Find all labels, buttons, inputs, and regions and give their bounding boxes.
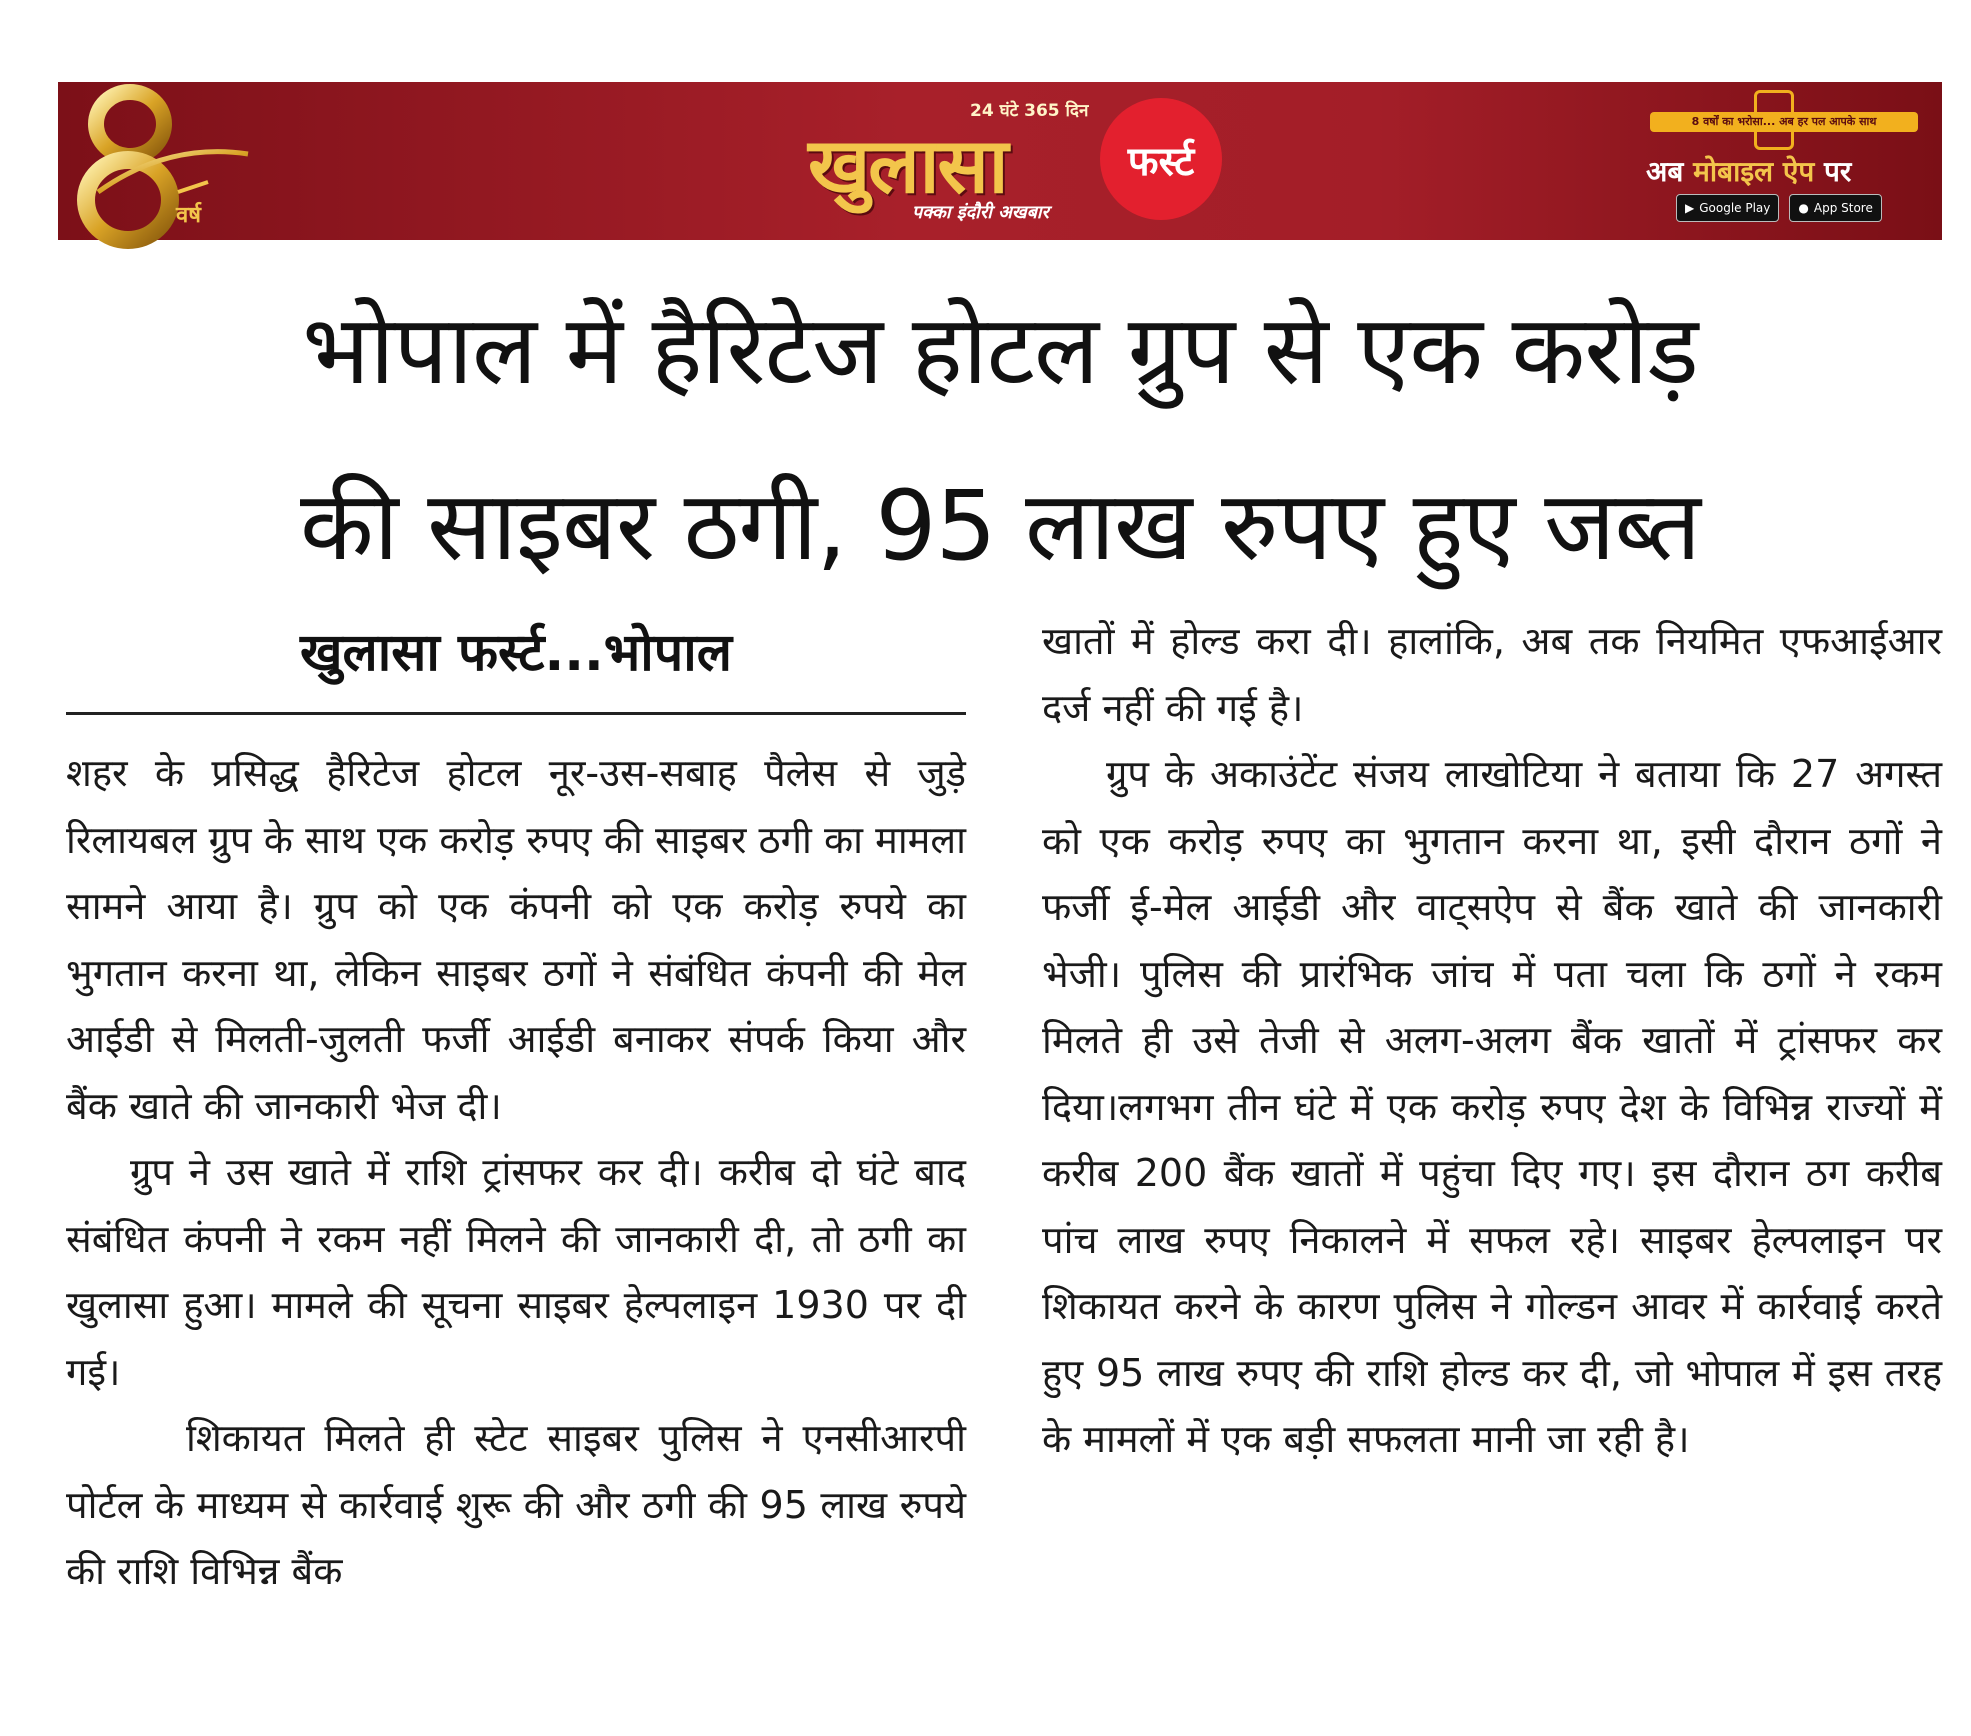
headline xyxy=(60,262,1940,614)
app-store-label: App Store xyxy=(1813,201,1873,215)
tagline-top: 24 घंटे 365 दिन xyxy=(970,101,1089,121)
paragraph-1: शहर के प्रसिद्ध हैरिटेज होटल नूर-उस-सबाह पैलेस से जुड़े रिलायबल ग्रुप के साथ एक करोड़ रुपए की साइबर ठगी का मामला सामने आया है। ग्रुप को एक कंपनी को एक करोड़ रुपये का भुगतान करना था, लेकिन साइबर ठगों ने संबंधित कंपनी की मेल आईडी से मिलती-जुलती फर्जी आईडी बनाकर संपर्क किया और बैंक खाते की जानकारी भेज दी। xyxy=(66,751,966,1128)
paragraph-2: ग्रुप ने उस खाते में राशि ट्रांसफर कर दी। करीब दो घंटे बाद संबंधित कंपनी ने रकम नहीं मिलने की जानकारी दी, तो ठगी का खुलासा हुआ। मामले की सूचना साइबर हेल्पलाइन 1930 पर दी गई। xyxy=(66,1150,966,1394)
dateline-divider xyxy=(66,712,966,715)
tagline-bottom: पक्का इंदौरी अखबार xyxy=(912,202,1049,223)
app-store-badge[interactable] xyxy=(1789,194,1881,222)
app-promo xyxy=(1630,90,1930,230)
paragraph-4: ग्रुप के अकाउंटेंट संजय लाखोटिया ने बताया कि 27 अगस्त को एक करोड़ रुपए का भुगतान करना था, इसी दौरान ठगों ने फर्जी ई-मेल आईडी और वाट्सऐप से बैंक खाते की जानकारी भेजी। पुलिस की प्रारंभिक जांच में पता चला कि ठगों ने रकम मिलते ही उसे तेजी से अलग-अलग बैंक खातों में ट्रांसफर कर दिया।लगभग तीन घंटे में एक करोड़ रुपए देश के विभिन्न राज्यों में करीब 200 बैंक खातों में पहुंचा दिए गए। इस दौरान ठग करीब पांच लाख रुपए निकालने में सफल रहे। साइबर हेल्पलाइन पर शिकायत करने के कारण पुलिस ने गोल्डन आवर में कार्रवाई करते हुए 95 लाख रुपए की राशि होल्ड कर दी, जो भोपाल में इस तरह के मामलों में एक बड़ी सफलता मानी जा रही है। xyxy=(1042,752,1942,1461)
anniversary-label: वर्ष xyxy=(176,203,201,228)
eight-years-emblem-icon xyxy=(58,72,258,252)
promo-suffix: पर xyxy=(1824,155,1852,188)
paragraph-3-continued: खातों में होल्ड करा दी। हालांकि, अब तक नियमित एफआईआर दर्ज नहीं की गई है। xyxy=(1042,619,1942,730)
promo-prefix: अब xyxy=(1646,155,1684,188)
promo-strip: 8 वर्षों का भरोसा... अब हर पल आपके साथ xyxy=(1650,112,1918,132)
store-badges xyxy=(1676,194,1882,222)
brand-name: खुलासा xyxy=(808,121,1007,210)
headline-line-2: की साइबर ठगी, 95 लाख रुपए हुए जब्त xyxy=(300,470,1700,582)
brand-circle xyxy=(1100,98,1222,220)
play-icon: ▶ xyxy=(1685,201,1695,215)
google-play-label: Google Play xyxy=(1699,201,1771,215)
promo-highlight: मोबाइल ऐप xyxy=(1693,155,1815,188)
article-column-left xyxy=(66,740,966,1660)
anniversary-logo xyxy=(58,72,258,252)
google-play-badge[interactable] xyxy=(1676,194,1779,222)
dateline: खुलासा फर्स्ट...भोपाल xyxy=(299,623,733,683)
promo-main xyxy=(1646,152,1851,190)
brand-second: फर्स्ट xyxy=(1127,138,1195,185)
article-column-right xyxy=(1042,608,1942,1688)
paragraph-3: शिकायत मिलते ही स्टेट साइबर पुलिस ने एनसीआरपी पोर्टल के माध्यम से कार्रवाई शुरू की और ठगी की 95 लाख रुपये की राशि विभिन्न बैंक xyxy=(66,1416,966,1593)
newspaper-logo xyxy=(800,92,1240,232)
apple-icon: ● xyxy=(1798,201,1809,215)
headline-line-1: भोपाल में हैरिटेज होटल ग्रुप से एक करोड़ xyxy=(302,294,1698,406)
